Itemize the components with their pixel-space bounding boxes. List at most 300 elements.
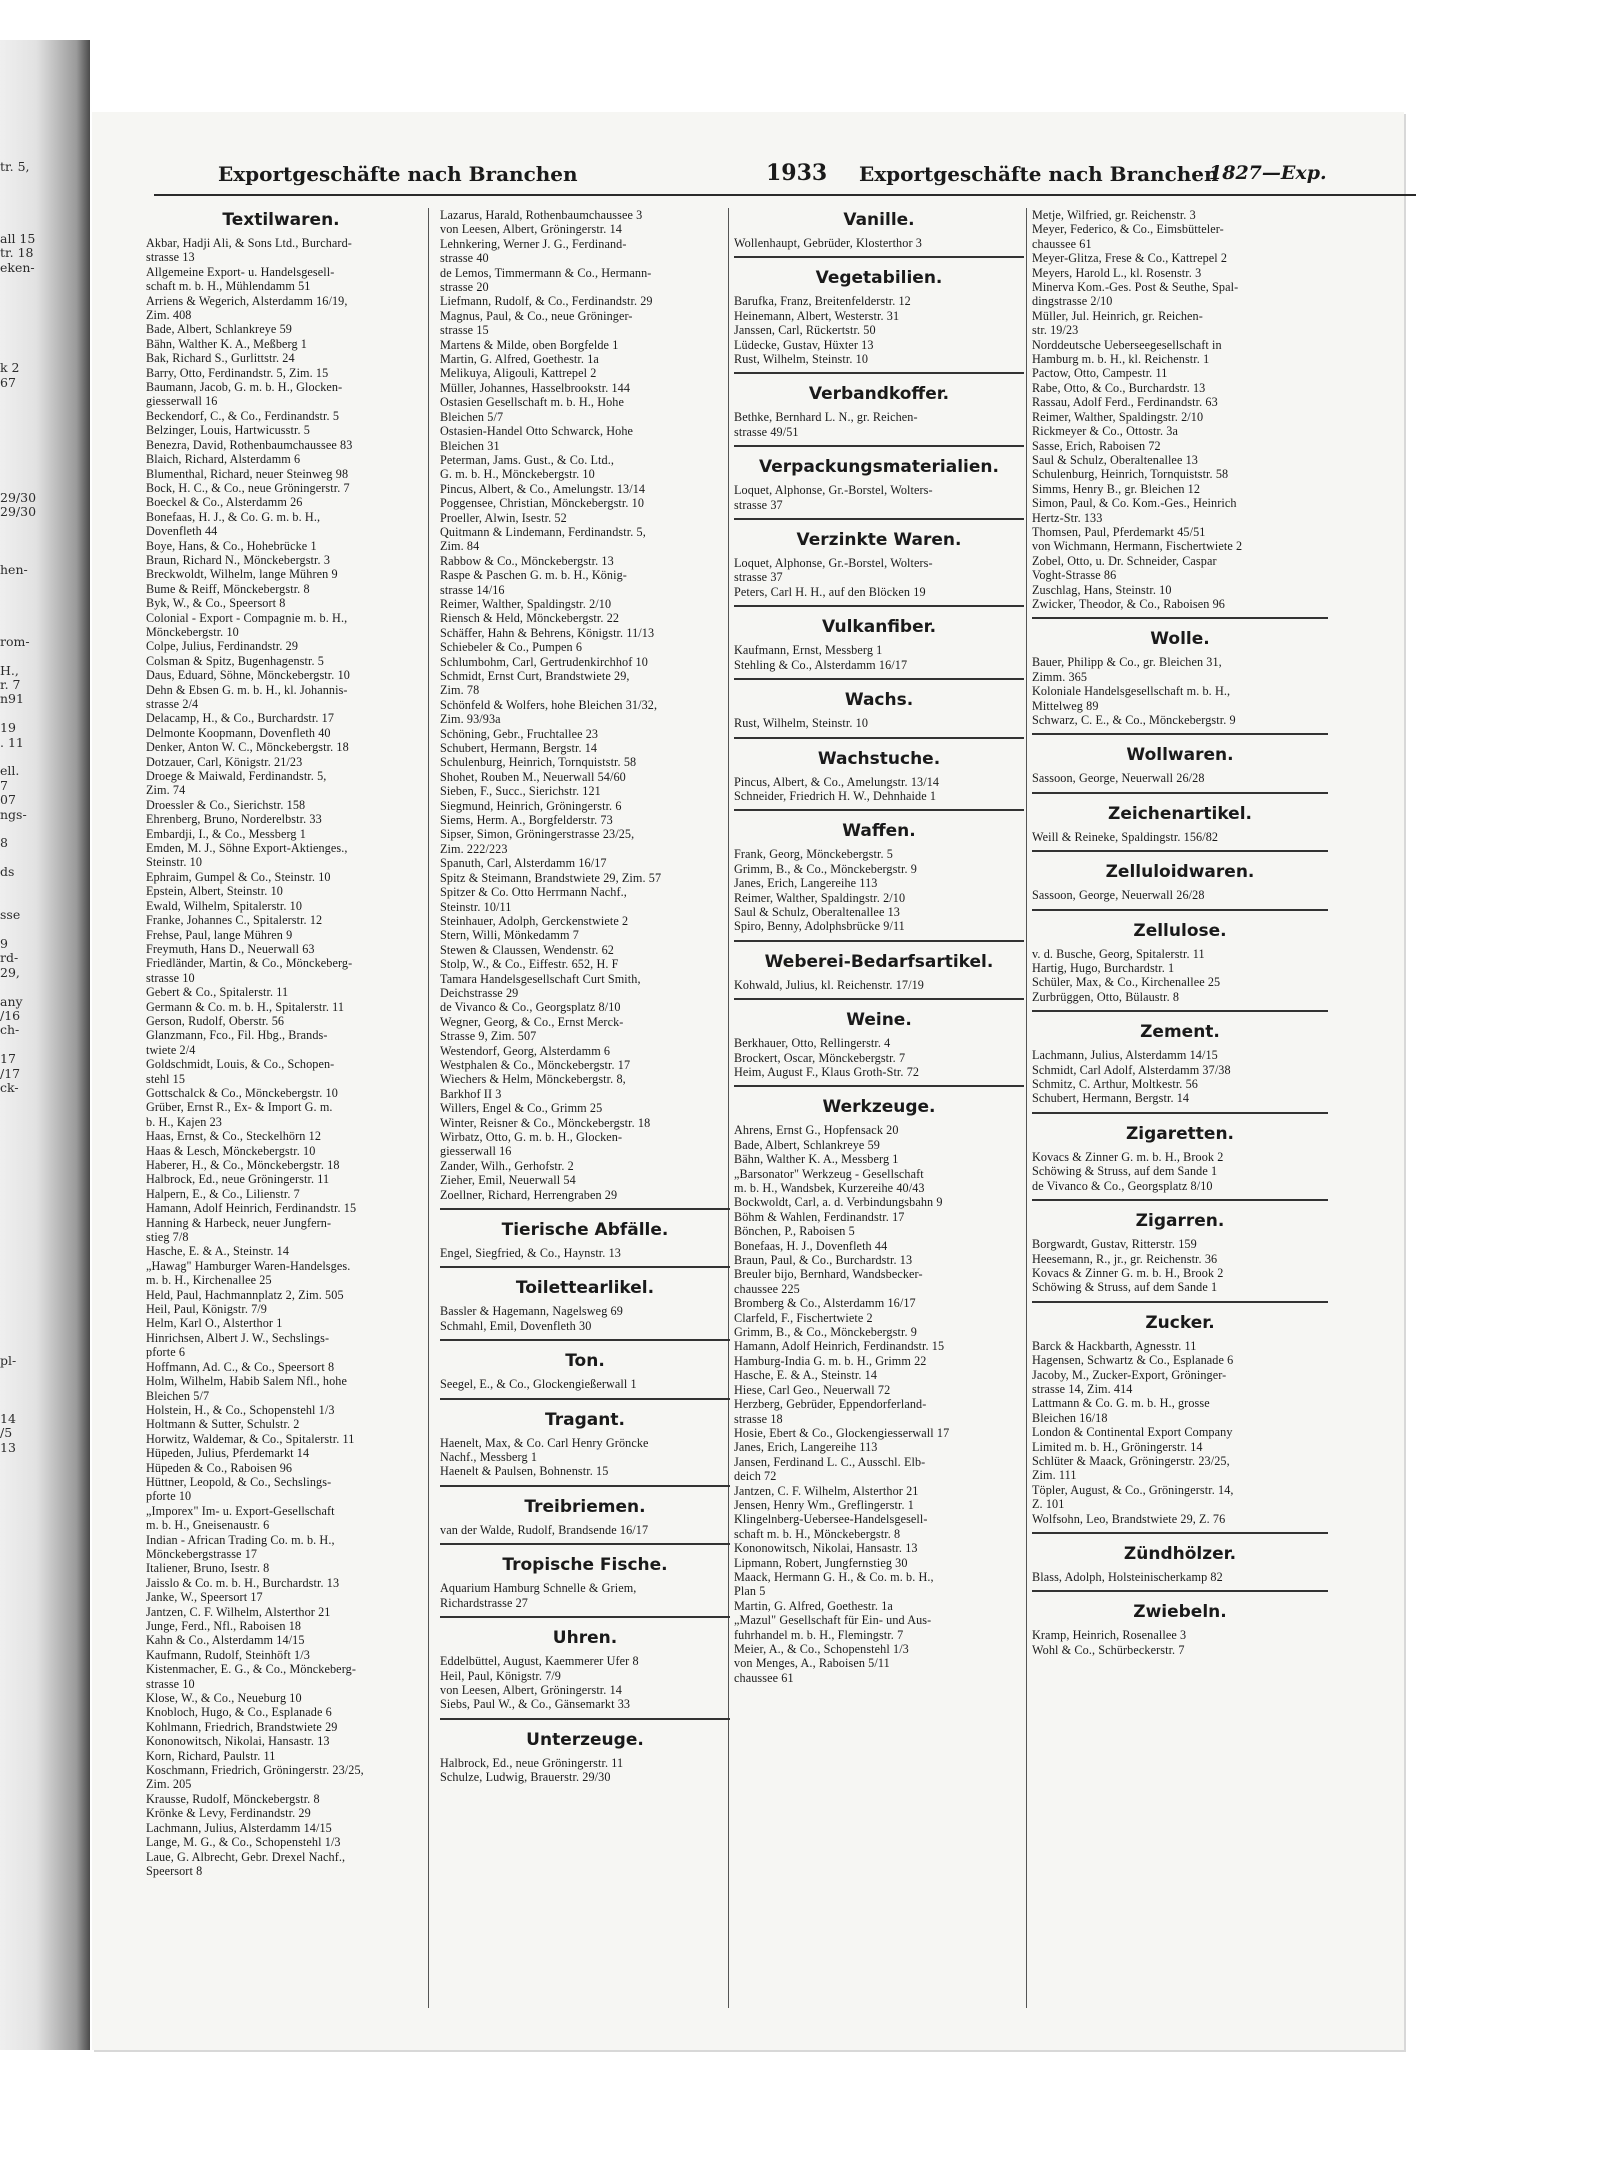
firm-entry: Freymuth, Hans D., Neuerwall 63 xyxy=(146,941,315,956)
firm-entry: Schneider, Friedrich H. W., Dehnhaide 1 xyxy=(734,788,937,803)
branch-section xyxy=(440,1543,730,1610)
firm-entry: Schüler, Max, & Co., Kirchenallee 25 xyxy=(1032,975,1221,990)
firm-entry: Blaich, Richard, Alsterdamm 6 xyxy=(146,452,301,467)
firm-entry: Mönckebergstr. 10 xyxy=(146,624,239,639)
fragment-line: n91 xyxy=(0,692,24,707)
firm-entry: Proeller, Alwin, Isestr. 52 xyxy=(440,510,567,525)
firm-entry: Ehrenberg, Bruno, Norderelbstr. 33 xyxy=(146,812,322,827)
fragment-line xyxy=(0,1297,60,1311)
firm-entry: Meyer-Glitza, Frese & Co., Kattrepel 2 xyxy=(1032,251,1228,266)
fragment-line xyxy=(0,1268,60,1282)
fragment-line xyxy=(0,1282,60,1296)
firm-entry: Blumenthal, Richard, neuer Steinweg 98 xyxy=(146,466,349,481)
branch-heading: Zelluloidwaren. xyxy=(1105,862,1255,883)
firm-entry: Sassoon, George, Neuerwall 26/28 xyxy=(1032,888,1205,903)
firm-entry: Lehnkering, Werner J. G., Ferdinand- xyxy=(440,236,627,251)
firm-entry: Simms, Henry B., gr. Bleichen 12 xyxy=(1032,481,1201,496)
firm-entry: Schöning, Gebr., Fruchtallee 23 xyxy=(440,726,599,741)
fragment-line: tr. 5, xyxy=(0,160,30,174)
branch-section xyxy=(734,809,1024,933)
firm-entry: Spiro, Benny, Adolphsbrücke 9/11 xyxy=(734,919,905,934)
firm-entry: strasse 14/16 xyxy=(440,582,505,597)
fragment-line xyxy=(0,1311,60,1325)
firm-entry: Norddeutsche Ueberseegesellschaft in xyxy=(1032,337,1222,352)
firm-entry: Zuschlag, Hans, Steinstr. 10 xyxy=(1032,582,1172,597)
branch-section xyxy=(734,605,1024,672)
firm-entry: Dotzauer, Carl, Königstr. 21/23 xyxy=(146,754,303,769)
firm-entry: Tamara Handelsgesellschaft Curt Smith, xyxy=(440,971,641,986)
firm-entry: Droege & Maiwald, Ferdinandstr. 5, xyxy=(146,769,327,784)
firm-entry: Haenelt & Paulsen, Bohnenstr. 15 xyxy=(440,1464,609,1479)
firm-entry: strasse 13 xyxy=(146,250,195,265)
firm-entry: Wolfsohn, Leo, Brandstwiete 29, Z. 76 xyxy=(1032,1511,1226,1526)
firm-entry: de Vivanco & Co., Georgsplatz 8/10 xyxy=(1032,1178,1213,1193)
fragment-line xyxy=(0,894,60,908)
firm-entry: Emden, M. J., Söhne Export-Aktienges., xyxy=(146,841,348,856)
firm-entry: Hamburg m. b. H., kl. Reichenstr. 1 xyxy=(1032,352,1210,367)
firm-entry: Friedländer, Martin, & Co., Mönckeberg- xyxy=(146,956,353,971)
firm-entry: Belzinger, Louis, Hartwicusstr. 5 xyxy=(146,423,310,438)
fragment-line: any xyxy=(0,994,23,1009)
firm-entry: Bonefaas, H. J., & Co. G. m. b. H., xyxy=(146,509,321,524)
firm-entry: Colpe, Julius, Ferdinandstr. 29 xyxy=(146,639,299,654)
firm-entry: Lachmann, Julius, Alsterdamm 14/15 xyxy=(1032,1048,1218,1063)
fragment-line: 8 xyxy=(0,836,8,851)
branch-section xyxy=(1032,1010,1328,1106)
firm-entry: deich 72 xyxy=(734,1469,777,1484)
firm-entry: Stewen & Claussen, Wendenstr. 62 xyxy=(440,942,614,957)
firm-entry: Heil, Paul, Königstr. 7/9 xyxy=(146,1302,267,1317)
firm-entry: Colonial - Export - Compagnie m. b. H., xyxy=(146,610,348,625)
firm-entry: Grimm, B., & Co., Mönckebergstr. 9 xyxy=(734,1325,917,1340)
firm-entry: Sieben, F., Succ., Sierichstr. 121 xyxy=(440,784,601,799)
fragment-line: /16 xyxy=(0,1009,21,1024)
fragment-line xyxy=(0,880,60,894)
firm-entry: Hartig, Hugo, Burchardstr. 1 xyxy=(1032,961,1175,976)
directory-page xyxy=(92,112,1404,2050)
fragment-line: 17 xyxy=(0,1052,16,1067)
firm-entry: Ewald, Wilhelm, Spitalerstr. 10 xyxy=(146,898,303,913)
firm-entry: Meyer, Federico, & Co., Eimsbütteler- xyxy=(1032,222,1224,237)
firm-entry: Bockwoldt, Carl, a. d. Verbindungsbahn 9 xyxy=(734,1195,943,1210)
fragment-line xyxy=(0,520,60,534)
firm-entry: m. b. H., Kirchenallee 25 xyxy=(146,1273,272,1288)
firm-entry: Weill & Reineke, Spaldingstr. 156/82 xyxy=(1032,829,1219,844)
firm-entry: Schwarz, C. E., & Co., Mönckebergstr. 9 xyxy=(1032,713,1236,727)
firm-entry: Hinrichsen, Albert J. W., Sechslings- xyxy=(146,1330,330,1345)
firm-entry: Ahrens, Ernst G., Hopfensack 20 xyxy=(734,1123,899,1138)
branch-heading: Wachstuche. xyxy=(817,748,941,769)
branch-heading: Waffen. xyxy=(842,821,916,842)
firm-entry: Liefmann, Rudolf, & Co., Ferdinandstr. 29 xyxy=(440,294,653,309)
branch-heading: Vulkanfiber. xyxy=(821,617,937,638)
firm-entry: v. d. Busche, Georg, Spitalerstr. 11 xyxy=(1032,946,1205,961)
firm-entry: Heim, August F., Klaus Groth-Str. 72 xyxy=(734,1064,920,1079)
firm-entry: Bleichen 5/7 xyxy=(440,409,504,424)
branch-section xyxy=(734,737,1024,804)
firm-entry: Barkhof II 3 xyxy=(440,1086,502,1101)
fragment-line: 19 xyxy=(0,721,16,736)
firm-entry: Halpern, E., & Co., Lilienstr. 7 xyxy=(146,1186,300,1201)
firm-entry: Plan 5 xyxy=(734,1584,766,1599)
fragment-line: 29, xyxy=(0,965,20,980)
firm-entry: Lange, M. G., & Co., Schopenstehl 1/3 xyxy=(146,1835,341,1850)
firm-entry: Aquarium Hamburg Schnelle & Griem, xyxy=(440,1581,637,1596)
branch-heading: Vegetabilien. xyxy=(815,268,943,289)
firm-entry: Loquet, Alphonse, Gr.-Borstel, Wolters- xyxy=(734,483,933,498)
firm-entry: Epstein, Albert, Steinstr. 10 xyxy=(146,884,283,899)
firm-entry: Zim. 74 xyxy=(146,783,186,798)
fragment-line xyxy=(0,333,60,347)
firm-entry: Zander, Wilh., Gerhofstr. 2 xyxy=(440,1158,574,1173)
firm-entry: Delacamp, H., & Co., Burchardstr. 17 xyxy=(146,711,335,726)
firm-entry: Dovenfleth 44 xyxy=(146,524,218,539)
firm-entry: Breuler bijo, Bernhard, Wandsbecker- xyxy=(734,1267,923,1282)
firm-entry: Magnus, Paul, & Co., neue Gröninger- xyxy=(440,308,633,323)
firm-entry: „Hawag" Hamburger Waren-Handelsges. xyxy=(146,1258,351,1273)
firm-entry: Kahn & Co., Alsterdamm 14/15 xyxy=(146,1633,305,1648)
firm-entry: schaft m. b. H., Mühlendamm 51 xyxy=(146,279,311,294)
firm-entry: Zimm. 365 xyxy=(1032,669,1088,684)
firm-entry: strasse 10 xyxy=(146,1676,195,1691)
fragment-line: ell. xyxy=(0,764,20,779)
branch-section xyxy=(734,256,1024,366)
firm-entry: Wohl & Co., Schürbeckerstr. 7 xyxy=(1032,1642,1185,1657)
firm-entry: Hüpeden & Co., Raboisen 96 xyxy=(146,1460,293,1475)
firm-entry: Metje, Wilfried, gr. Reichenstr. 3 xyxy=(1032,208,1196,222)
branch-section xyxy=(440,208,730,1202)
fragment-line: 07 xyxy=(0,793,16,808)
firm-entry: giesserwall 16 xyxy=(440,1144,512,1159)
firm-entry: Müller, Johannes, Hasselbrookstr. 144 xyxy=(440,380,631,395)
firm-entry: Ostasien Gesellschaft m. b. H., Hohe xyxy=(440,395,625,410)
branch-section xyxy=(440,1398,730,1479)
firm-entry: Schäffer, Hahn & Behrens, Königstr. 11/13 xyxy=(440,625,655,640)
firm-entry: strasse 15 xyxy=(440,323,489,338)
firm-entry: Schulenburg, Heinrich, Tornquiststr. 58 xyxy=(440,755,637,770)
firm-entry: Jantzen, C. F. Wilhelm, Alsterthor 21 xyxy=(146,1604,331,1619)
firm-entry: Rust, Wilhelm, Steinstr. 10 xyxy=(734,716,869,731)
branch-heading: Unterzeuge. xyxy=(526,1729,644,1750)
firm-entry: Schmitz, C. Arthur, Moltkestr. 56 xyxy=(1032,1077,1198,1092)
firm-entry: Steinstr. 10 xyxy=(146,855,203,870)
firm-entry: Jaisslo & Co. m. b. H., Burchardstr. 13 xyxy=(146,1575,340,1590)
page-number: 1933 xyxy=(766,160,828,186)
branch-heading: Werkzeuge. xyxy=(822,1097,936,1118)
branch-section xyxy=(440,1339,730,1391)
branch-heading: Ton. xyxy=(565,1351,605,1372)
firm-entry: Zim. 111 xyxy=(1032,1468,1077,1483)
branch-section xyxy=(1032,909,1328,1005)
fragment-line xyxy=(0,347,60,361)
firm-entry: Richardstrasse 27 xyxy=(440,1595,529,1610)
fragment-line xyxy=(0,1254,60,1268)
firm-entry: Lazarus, Harald, Rothenbaumchaussee 3 xyxy=(440,208,643,222)
branch-section xyxy=(734,372,1024,439)
firm-entry: Hoffmann, Ad. C., & Co., Speersort 8 xyxy=(146,1359,335,1374)
firm-entry: von Leesen, Albert, Gröningerstr. 14 xyxy=(440,1682,622,1697)
branch-heading: Wollwaren. xyxy=(1126,745,1234,766)
firm-entry: Sasse, Erich, Raboisen 72 xyxy=(1032,438,1161,453)
firm-entry: G. m. b. H., Mönckebergstr. 10 xyxy=(440,467,595,482)
firm-entry: Zim. 205 xyxy=(146,1777,192,1792)
branch-section xyxy=(440,1718,730,1785)
fragment-line xyxy=(0,419,60,433)
firm-entry: Westphalen & Co., Mönckebergstr. 17 xyxy=(440,1057,631,1072)
firm-entry: strasse 37 xyxy=(734,570,783,585)
firm-entry: Simon, Paul, & Co. Kom.-Ges., Heinrich xyxy=(1032,496,1237,511)
firm-entry: Heinemann, Albert, Westerstr. 31 xyxy=(734,308,900,323)
firm-entry: Raspe & Paschen G. m. b. H., König- xyxy=(440,568,627,583)
firm-entry: Horwitz, Waldemar, & Co., Spitalerstr. 11 xyxy=(146,1431,355,1446)
firm-entry: de Vivanco & Co., Georgsplatz 8/10 xyxy=(440,1000,621,1015)
firm-entry: Heesemann, R., jr., gr. Reichenstr. 36 xyxy=(1032,1251,1218,1266)
column-3 xyxy=(734,208,1024,2016)
firm-entry: Ostasien-Handel Otto Schwarck, Hohe xyxy=(440,424,634,439)
firm-entry: strasse 37 xyxy=(734,497,783,512)
firm-entry: Akbar, Hadji Ali, & Sons Ltd., Burchard- xyxy=(146,236,352,250)
firm-entry: Borgwardt, Gustav, Ritterstr. 159 xyxy=(1032,1237,1197,1252)
firm-entry: Herzberg, Gebrüder, Eppendorferland- xyxy=(734,1397,927,1412)
firm-entry: Bade, Albert, Schlankreye 59 xyxy=(146,322,292,337)
fragment-line: ch- xyxy=(0,1023,20,1038)
fragment-line: 13 xyxy=(0,1440,16,1455)
firm-entry: Maack, Hermann G. H., & Co. m. b. H., xyxy=(734,1569,934,1584)
firm-entry: „Barsonator" Werkzeug - Gesellschaft xyxy=(734,1166,924,1181)
firm-entry: Lachmann, Julius, Alsterdamm 14/15 xyxy=(146,1820,332,1835)
firm-entry: Speersort 8 xyxy=(146,1863,203,1878)
fragment-line: k 2 xyxy=(0,361,20,376)
firm-entry: Kovacs & Zinner G. m. b. H., Brook 2 xyxy=(1032,1265,1224,1280)
firm-entry: Braun, Paul, & Co., Burchardstr. 13 xyxy=(734,1253,913,1268)
column-2 xyxy=(440,208,730,2016)
firm-entry: Clarfeld, F., Fischertwiete 2 xyxy=(734,1310,873,1325)
firm-entry: m. b. H., Wandsbek, Kurzereihe 40/43 xyxy=(734,1181,925,1195)
fragment-line xyxy=(0,1167,60,1181)
fragment-line xyxy=(0,462,60,476)
firm-entry: Bleichen 16/18 xyxy=(1032,1410,1108,1425)
firm-entry: Loquet, Alphonse, Gr.-Borstel, Wolters- xyxy=(734,556,933,571)
fragment-line: 29/30 xyxy=(0,490,37,505)
fragment-line xyxy=(0,1124,60,1138)
fragment-line xyxy=(0,174,60,188)
branch-section xyxy=(1032,850,1328,902)
firm-entry: Kaufmann, Ernst, Messberg 1 xyxy=(734,643,883,658)
fragment-line: 67 xyxy=(0,375,16,390)
firm-entry: Bleichen 5/7 xyxy=(146,1388,210,1403)
fragment-line: rd- xyxy=(0,951,19,966)
firm-entry: Grüber, Ernst R., Ex- & Import G. m. xyxy=(146,1100,333,1115)
fragment-line xyxy=(0,304,60,318)
firm-entry: Boye, Hans, & Co., Hohebrücke 1 xyxy=(146,538,317,553)
firm-entry: Boeckel & Co., Alsterdamm 26 xyxy=(146,495,303,510)
fragment-line xyxy=(0,318,60,332)
firm-entry: Sassoon, George, Neuerwall 26/28 xyxy=(1032,771,1205,786)
branch-heading: Zellulose. xyxy=(1133,920,1227,941)
firm-entry: Seegel, E., & Co., Glockengießerwall 1 xyxy=(440,1377,637,1392)
fragment-line xyxy=(0,707,60,721)
firm-entry: Z. 101 xyxy=(1032,1497,1065,1512)
fragment-line: 7 xyxy=(0,778,8,793)
firm-entry: Haas & Lesch, Mönckebergstr. 10 xyxy=(146,1143,316,1158)
firm-entry: Zieher, Emil, Neuerwall 54 xyxy=(440,1173,576,1188)
firm-entry: Eddelbüttel, August, Kaemmerer Ufer 8 xyxy=(440,1654,639,1669)
firm-entry: Pactow, Otto, Campestr. 11 xyxy=(1032,366,1168,381)
firm-entry: Hanning & Harbeck, neuer Jungfern- xyxy=(146,1215,332,1230)
firm-entry: Zwicker, Theodor, & Co., Raboisen 96 xyxy=(1032,596,1225,611)
firm-entry: Zobel, Otto, u. Dr. Schneider, Caspar xyxy=(1032,553,1217,568)
branch-heading: Uhren. xyxy=(552,1628,618,1649)
firm-entry: Braun, Richard N., Mönckebergstr. 3 xyxy=(146,552,331,567)
firm-entry: Kononowitsch, Nikolai, Hansastr. 13 xyxy=(734,1541,918,1556)
firm-entry: Barufka, Franz, Breitenfelderstr. 12 xyxy=(734,294,911,309)
fragment-line xyxy=(0,577,60,591)
firm-entry: Schmidt, Carl Adolf, Alsterdamm 37/38 xyxy=(1032,1062,1231,1077)
firm-entry: Kramp, Heinrich, Rosenallee 3 xyxy=(1032,1628,1187,1643)
firm-entry: Spanuth, Carl, Alsterdamm 16/17 xyxy=(440,856,607,871)
firm-entry: str. 19/23 xyxy=(1032,323,1079,338)
branch-section xyxy=(1032,1301,1328,1526)
firm-entry: Quitmann & Lindemann, Ferdinandstr. 5, xyxy=(440,524,646,539)
firm-entry: Koloniale Handelsgesellschaft m. b. H., xyxy=(1032,684,1231,699)
fragment-line xyxy=(0,1369,60,1383)
firm-entry: Glanzmann, Fco., Fil. Hbg., Brands- xyxy=(146,1028,328,1043)
firm-entry: Bähn, Walther K. A., Messberg 1 xyxy=(734,1152,899,1167)
firm-entry: Krausse, Rudolf, Mönckebergstr. 8 xyxy=(146,1791,320,1806)
fragment-line xyxy=(0,534,60,548)
firm-entry: Schöwing & Struss, auf dem Sande 1 xyxy=(1032,1164,1218,1179)
firm-entry: Franke, Johannes C., Spitalerstr. 12 xyxy=(146,913,323,928)
firm-entry: Hertz-Str. 133 xyxy=(1032,510,1103,525)
firm-entry: Kistenmacher, E. G., & Co., Mönckeberg- xyxy=(146,1662,356,1677)
firm-entry: Schlumbohm, Carl, Gertrudenkirchhof 10 xyxy=(440,654,648,669)
firm-entry: Brockert, Oscar, Mönckebergstr. 7 xyxy=(734,1050,906,1065)
fragment-line xyxy=(0,822,60,836)
fragment-line: /17 xyxy=(0,1066,21,1081)
fragment-line: all 15 xyxy=(0,231,36,246)
firm-entry: Rust, Wilhelm, Steinstr. 10 xyxy=(734,352,869,367)
fragment-line xyxy=(0,649,60,663)
firm-entry: Siebs, Paul W., & Co., Gänsemarkt 33 xyxy=(440,1697,631,1712)
firm-entry: Bönchen, P., Raboisen 5 xyxy=(734,1224,855,1239)
firm-entry: Gebert & Co., Spitalerstr. 11 xyxy=(146,985,289,1000)
firm-entry: Janssen, Carl, Rückertstr. 50 xyxy=(734,323,876,338)
fragment-line xyxy=(0,1110,60,1124)
firm-entry: Dehn & Ebsen G. m. b. H., kl. Johannis- xyxy=(146,682,348,697)
firm-entry: Schmidt, Ernst Curt, Brandstwiete 29, xyxy=(440,669,630,683)
firm-entry: Lattmann & Co. G. m. b. H., grosse xyxy=(1032,1396,1210,1411)
firm-entry: chaussee 225 xyxy=(734,1281,800,1296)
firm-entry: Deichstrasse 29 xyxy=(440,985,519,1000)
firm-entry: dingstrasse 2/10 xyxy=(1032,294,1113,309)
firm-entry: Junge, Ferd., Nfl., Raboisen 18 xyxy=(146,1619,302,1633)
branch-heading: Toilettearlikel. xyxy=(515,1278,655,1299)
branch-section xyxy=(734,1085,1024,1685)
firm-entry: Holtmann & Sutter, Schulstr. 2 xyxy=(146,1417,300,1432)
firm-entry: Bock, H. C., & Co., neue Gröningerstr. 7 xyxy=(146,480,350,495)
firm-entry: Hamann, Adolf Heinrich, Ferdinandstr. 15 xyxy=(734,1339,945,1354)
firm-entry: Shohet, Rouben M., Neuerwall 54/60 xyxy=(440,769,626,784)
running-head-ref: 1827—Exp. xyxy=(1209,162,1327,184)
firm-entry: Indian - African Trading Co. m. b. H., xyxy=(146,1532,335,1547)
firm-entry: Jensen, Henry Wm., Greflingerstr. 1 xyxy=(734,1497,914,1512)
branch-section xyxy=(734,518,1024,599)
firm-entry: Siegmund, Heinrich, Gröningerstr. 6 xyxy=(440,798,622,813)
firm-entry: Bak, Richard S., Gurlittstr. 24 xyxy=(146,351,295,366)
fragment-line xyxy=(0,621,60,635)
branch-heading: Textilwaren. xyxy=(222,210,340,230)
firm-entry: Poggensee, Christian, Mönckebergstr. 10 xyxy=(440,496,645,511)
firm-entry: Westendorf, Georg, Alsterdamm 6 xyxy=(440,1043,611,1058)
firm-entry: Frank, Georg, Mönckebergstr. 5 xyxy=(734,847,893,862)
branch-section xyxy=(440,1485,730,1537)
fragment-line xyxy=(0,1211,60,1225)
branch-heading: Zement. xyxy=(1140,1022,1220,1043)
firm-entry: Nachf., Messberg 1 xyxy=(440,1450,538,1465)
firm-entry: Krönke & Levy, Ferdinandstr. 29 xyxy=(146,1806,311,1821)
firm-entry: Kovacs & Zinner G. m. b. H., Brook 2 xyxy=(1032,1149,1224,1164)
firm-entry: chaussee 61 xyxy=(1032,236,1092,251)
firm-entry: Zim. 93/93a xyxy=(440,712,501,727)
fragment-line xyxy=(0,448,60,462)
fragment-line xyxy=(0,923,60,937)
fragment-line: tr. 18 xyxy=(0,246,34,261)
firm-entry: Bleichen 31 xyxy=(440,438,500,453)
firm-entry: Daus, Eduard, Söhne, Mönckebergstr. 10 xyxy=(146,668,350,683)
fragment-line xyxy=(0,1326,60,1340)
branch-heading: Zigarren. xyxy=(1135,1211,1225,1232)
fragment-line xyxy=(0,1139,60,1153)
firm-entry: stieg 7/8 xyxy=(146,1230,189,1245)
firm-entry: Bethke, Bernhard L. N., gr. Reichen- xyxy=(734,410,918,425)
fragment-line xyxy=(0,1398,60,1412)
firm-entry: Heil, Paul, Königstr. 7/9 xyxy=(440,1668,561,1683)
firm-entry: Wollenhaupt, Gebrüder, Klosterthor 3 xyxy=(734,236,922,250)
firm-entry: Rickmeyer & Co., Ottostr. 3a xyxy=(1032,424,1178,439)
fragment-line xyxy=(0,1038,60,1052)
fragment-line xyxy=(0,390,60,404)
firm-entry: Holstein, H., & Co., Schopenstehl 1/3 xyxy=(146,1402,335,1417)
firm-entry: Reimer, Walther, Spaldingstr. 2/10 xyxy=(1032,409,1204,424)
firm-entry: Bähn, Walther K. A., Meßberg 1 xyxy=(146,336,307,351)
firm-entry: Baumann, Jacob, G. m. b. H., Glocken- xyxy=(146,380,343,395)
running-head-left: Exportgeschäfte nach Branchen xyxy=(218,162,578,186)
fragment-line xyxy=(0,592,60,606)
firm-entry: Gottschalck & Co., Mönckebergstr. 10 xyxy=(146,1085,338,1100)
column-rule xyxy=(1026,208,1027,2008)
branch-section xyxy=(440,1616,730,1712)
firm-entry: schaft m. b. H., Mönckebergstr. 8 xyxy=(734,1526,901,1541)
firm-entry: Strasse 9, Zim. 507 xyxy=(440,1029,537,1044)
firm-entry: strasse 49/51 xyxy=(734,424,799,439)
firm-entry: Stern, Willi, Mönkedamm 7 xyxy=(440,928,579,943)
firm-entry: Klose, W., & Co., Neueburg 10 xyxy=(146,1691,302,1706)
fragment-line: H., xyxy=(0,663,19,678)
firm-entry: Rabe, Otto, & Co., Burchardstr. 13 xyxy=(1032,380,1206,395)
fragment-line xyxy=(0,477,60,491)
firm-entry: Haenelt, Max, & Co. Carl Henry Gröncke xyxy=(440,1435,649,1450)
firm-entry: Rassau, Adolf Ferd., Ferdinandstr. 63 xyxy=(1032,395,1218,410)
firm-entry: Saul & Schulz, Oberaltenallee 13 xyxy=(1032,452,1198,467)
firm-entry: Bume & Reiff, Mönckebergstr. 8 xyxy=(146,581,310,596)
firm-entry: Byk, W., & Co., Speersort 8 xyxy=(146,596,286,611)
firm-entry: Bassler & Hagemann, Nagelsweg 69 xyxy=(440,1304,623,1319)
firm-entry: von Leesen, Albert, Gröningerstr. 14 xyxy=(440,222,622,237)
fragment-line xyxy=(0,290,60,304)
firm-entry: Zurbrüggen, Otto, Bülaustr. 8 xyxy=(1032,989,1180,1004)
firm-entry: Riensch & Held, Mönckebergstr. 22 xyxy=(440,611,620,626)
fragment-line xyxy=(0,980,60,994)
